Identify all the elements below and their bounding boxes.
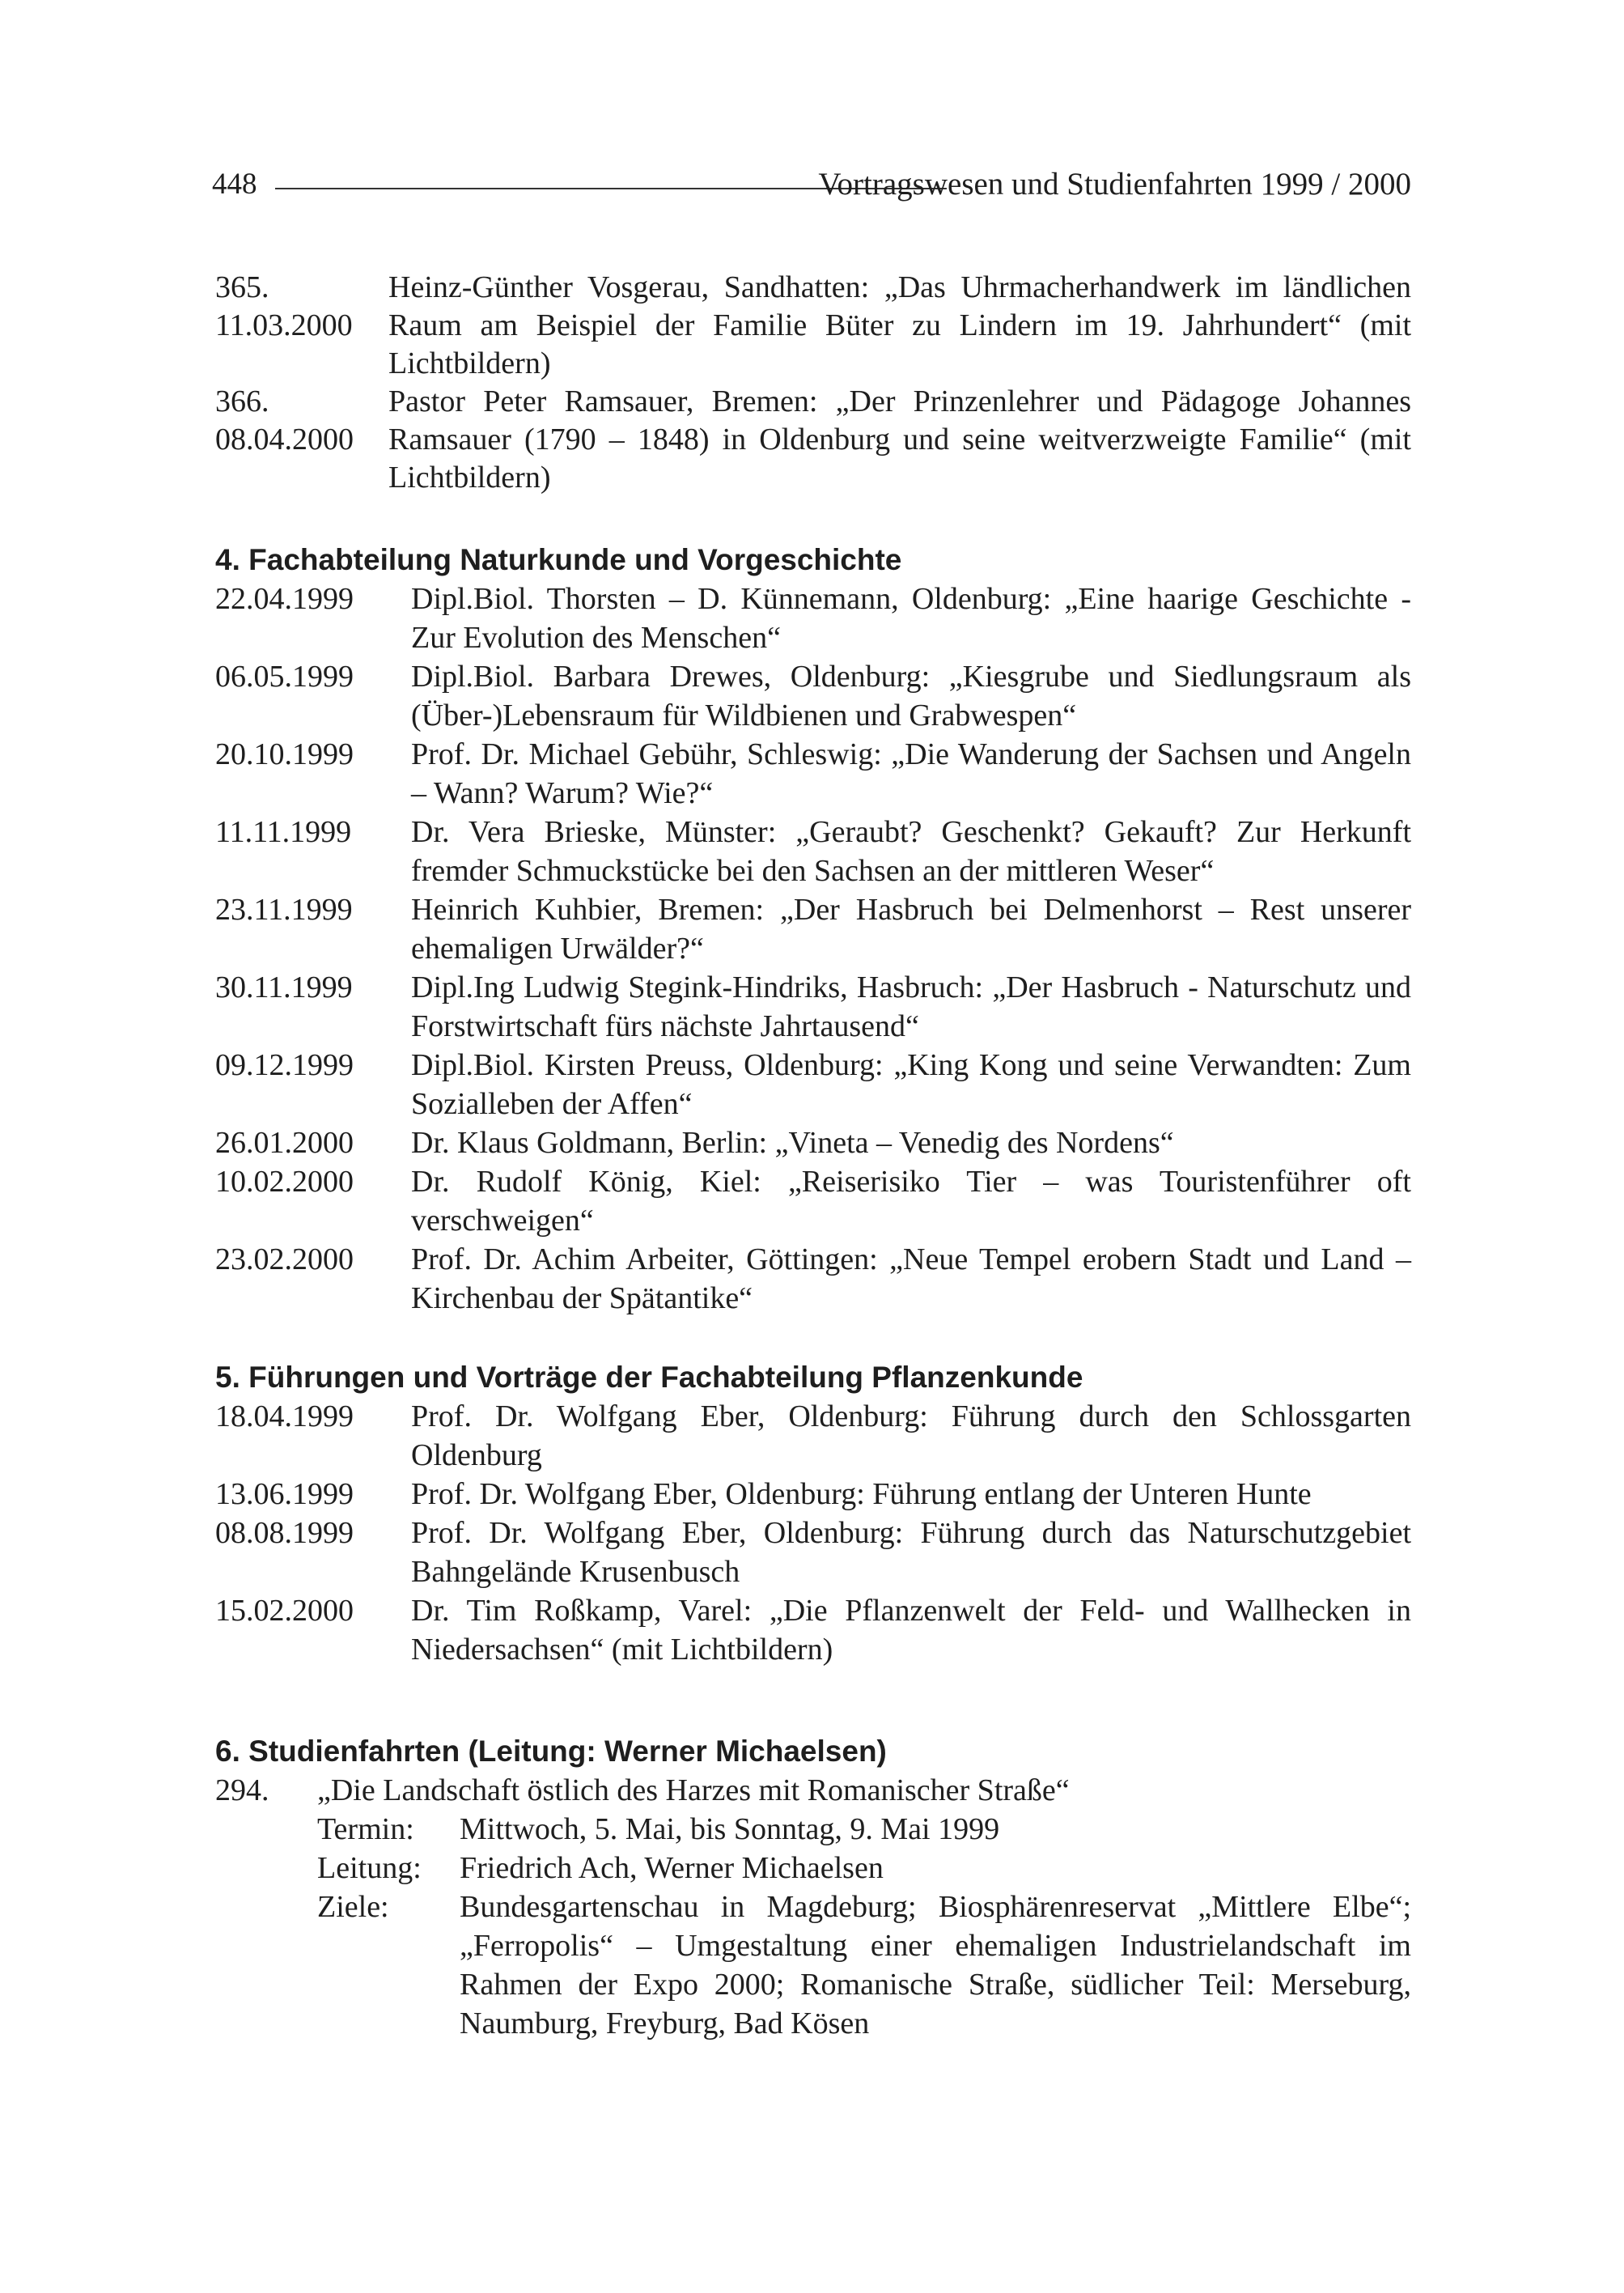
entry-text: Dr. Vera Brieske, Münster: „Geraubt? Geschenkt? Gekauft? Zur Herkunft fremder Schmuckstücke bei den Sachsen an der mittleren Weser“ [411, 815, 1411, 888]
entry-date: 11.03.2000 [215, 308, 353, 342]
entry-text: Dr. Rudolf König, Kiel: „Reiserisiko Tier – was Touristenführer oft verschweigen“ [411, 1165, 1411, 1238]
lecture-entry [215, 1123, 1411, 1162]
entry-number: 366. [215, 384, 269, 418]
section-heading: 6. Studienfahrten (Leitung: Werner Michaelsen) [215, 1735, 887, 1768]
entry-date: 18.04.1999 [215, 1399, 354, 1433]
lecture-entry [215, 1240, 1411, 1318]
entry-date: 10.02.2000 [215, 1165, 354, 1199]
entry-date: 09.12.1999 [215, 1048, 354, 1082]
entry-text: Prof. Dr. Achim Arbeiter, Göttingen: „Neue Tempel erobern Stadt und Land – Kirchenbau der Spätantike“ [411, 1242, 1411, 1315]
lecture-entry [215, 890, 1411, 968]
lecture-entry [215, 1046, 1411, 1123]
entry-text: Heinz-Günther Vosgerau, Sandhatten: „Das Uhrmacherhandwerk im ländlichen Raum am Beispiel der Familie Büter zu Lindern im 19. Jahrhundert“ (mit Lichtbildern) [388, 270, 1411, 380]
entry-text: Dipl.Biol. Kirsten Preuss, Oldenburg: „King Kong und seine Verwandten: Zum Sozialleben der Affen“ [411, 1048, 1411, 1121]
trip-leitung-row [317, 1849, 1411, 1887]
entry-date: 08.04.2000 [215, 423, 354, 456]
entry-text: Pastor Peter Ramsauer, Bremen: „Der Prinzenlehrer und Pädagoge Johannes Ramsauer (1790 – 1848) in Oldenburg und seine weitverzweigte Familie“ (mit Lichtbildern) [388, 384, 1411, 495]
lecture-entry [215, 735, 1411, 813]
page-number: 448 [212, 168, 257, 201]
ziele-label: Ziele: [317, 1890, 389, 1924]
trip-title-row [215, 1771, 1411, 1810]
study-trip [215, 1771, 1411, 2043]
entry-date: 30.11.1999 [215, 970, 353, 1004]
entry-date: 13.06.1999 [215, 1477, 354, 1511]
lecture-entry [215, 1514, 1411, 1591]
lecture-entry [215, 968, 1411, 1046]
numbered-lecture-list [215, 269, 1411, 497]
ziele-value: Bundesgartenschau in Magdeburg; Biosphärenreservat „Mittlere Elbe“; „Ferropolis“ – Umgestaltung einer ehemaligen Industrielandschaft im Rahmen der Expo 2000; Romanische Straße, südlicher Teil: Merseburg, Naumburg, Freyburg, Bad Kösen [460, 1890, 1411, 2040]
lecture-entry [215, 269, 1411, 383]
running-title: Vortragswesen und Studienfahrten 1999 / 2000 [818, 167, 1411, 202]
entry-text: Dipl.Biol. Thorsten – D. Künnemann, Oldenburg: „Eine haarige Geschichte - Zur Evolution des Menschen“ [411, 582, 1411, 655]
trip-number: 294. [215, 1773, 269, 1807]
lecture-entry [215, 1162, 1411, 1240]
entry-numbers [215, 383, 388, 497]
lecture-entry [215, 1397, 1411, 1475]
entry-text: Prof. Dr. Wolfgang Eber, Oldenburg: Führung durch das Naturschutzgebiet Bahngelände Krusenbusch [411, 1516, 1411, 1589]
running-header [212, 162, 1411, 207]
entry-date: 26.01.2000 [215, 1126, 354, 1160]
lecture-entry [215, 1591, 1411, 1669]
trip-title: „Die Landschaft östlich des Harzes mit Romanischer Straße“ [317, 1773, 1070, 1807]
leitung-value: Friedrich Ach, Werner Michaelsen [460, 1851, 884, 1885]
entry-date: 22.04.1999 [215, 582, 354, 616]
entry-number: 365. [215, 270, 269, 304]
lecture-entry [215, 1475, 1411, 1514]
entry-date: 23.02.2000 [215, 1242, 354, 1276]
entry-text: Prof. Dr. Wolfgang Eber, Oldenburg: Führung entlang der Unteren Hunte [411, 1477, 1312, 1511]
entry-date: 06.05.1999 [215, 660, 354, 694]
entry-text: Dipl.Ing Ludwig Stegink-Hindriks, Hasbruch: „Der Hasbruch - Naturschutz und Forstwirtschaft fürs nächste Jahrtausend“ [411, 970, 1411, 1043]
entry-date: 20.10.1999 [215, 737, 354, 771]
entry-text: Dipl.Biol. Barbara Drewes, Oldenburg: „Kiesgrube und Siedlungsraum als (Über-)Lebensraum für Wildbienen und Grabwespen“ [411, 660, 1411, 732]
section-heading: 5. Führungen und Vorträge der Fachabteilung Pflanzenkunde [215, 1361, 1083, 1394]
entry-text: Prof. Dr. Wolfgang Eber, Oldenburg: Führung durch den Schlossgarten Oldenburg [411, 1399, 1411, 1472]
entry-text: Dr. Klaus Goldmann, Berlin: „Vineta – Venedig des Nordens“ [411, 1126, 1174, 1160]
lecture-entry [215, 580, 1411, 657]
termin-value: Mittwoch, 5. Mai, bis Sonntag, 9. Mai 1999 [460, 1812, 1000, 1846]
section-5-list [215, 1397, 1411, 1669]
termin-label: Termin: [317, 1812, 414, 1846]
trip-ziele-row [317, 1887, 1411, 2043]
entry-text: Dr. Tim Roßkamp, Varel: „Die Pflanzenwelt der Feld- und Wallhecken in Niedersachsen“ (mit Lichtbildern) [411, 1594, 1411, 1667]
section-4-list [215, 580, 1411, 1318]
entry-date: 11.11.1999 [215, 815, 352, 849]
lecture-entry [215, 383, 1411, 497]
entry-date: 08.08.1999 [215, 1516, 354, 1550]
entry-date: 15.02.2000 [215, 1594, 354, 1628]
leitung-label: Leitung: [317, 1851, 422, 1885]
entry-text: Heinrich Kuhbier, Bremen: „Der Hasbruch bei Delmenhorst – Rest unserer ehemaligen Urwälder?“ [411, 893, 1411, 966]
entry-numbers [215, 269, 388, 383]
section-heading: 4. Fachabteilung Naturkunde und Vorgeschichte [215, 543, 902, 576]
trip-termin-row [317, 1810, 1411, 1849]
lecture-entry [215, 657, 1411, 735]
lecture-entry [215, 813, 1411, 890]
entry-date: 23.11.1999 [215, 893, 353, 927]
entry-text: Prof. Dr. Michael Gebühr, Schleswig: „Die Wanderung der Sachsen und Angeln – Wann? Warum? Wie?“ [411, 737, 1411, 810]
trip-details [215, 1810, 1411, 2043]
